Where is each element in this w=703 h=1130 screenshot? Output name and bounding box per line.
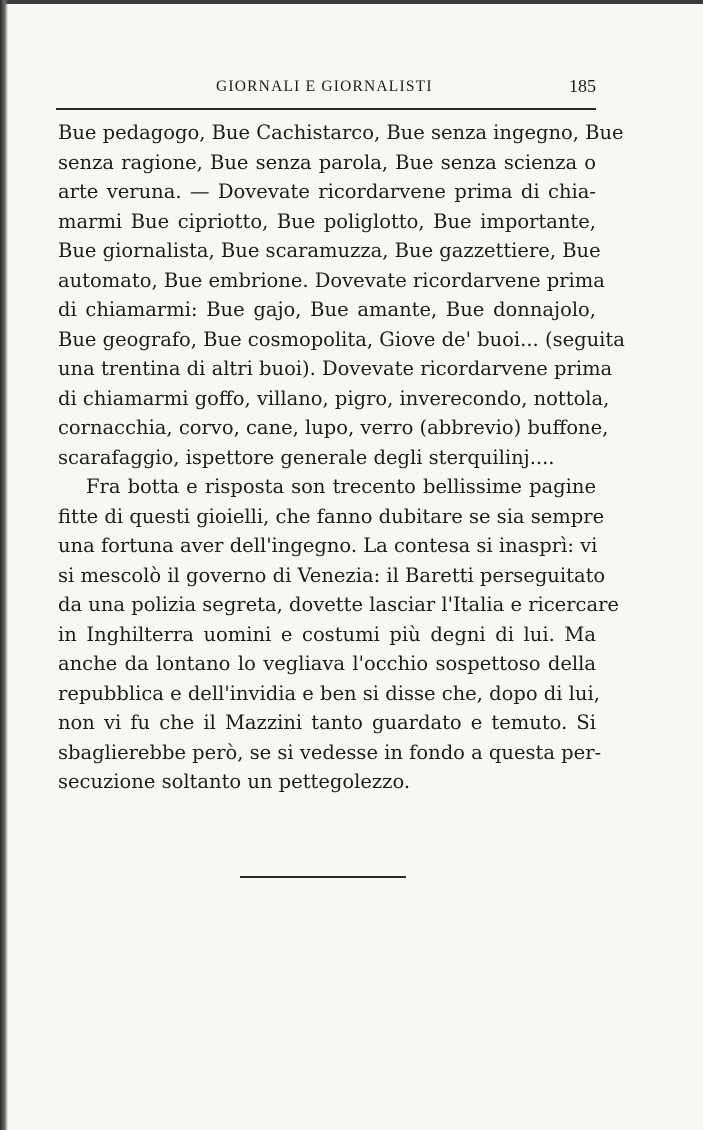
text-line: una trentina di altri buoi). Dovevate ricordarvene prima xyxy=(58,357,613,380)
text-line: Fra botta e risposta son trecento bellissime pagine xyxy=(86,475,596,498)
text-line: di chiamarmi: Bue gajo, Bue amante, Bue donnajolo, xyxy=(58,298,596,321)
running-title: GIORNALI E GIORNALISTI xyxy=(216,78,433,95)
text-line: Bue pedagogo, Bue Cachistarco, Bue senza ingegno, Bue xyxy=(58,121,624,144)
text-line: in Inghilterra uomini e costumi più degni di lui. Ma xyxy=(58,622,596,646)
text-line: Bue giornalista, Bue scaramuzza, Bue gazzettiere, Bue xyxy=(58,239,601,262)
text-line: scarafaggio, ispettore generale degli sterquilinj.... xyxy=(58,445,555,469)
text-line: arte veruna. — Dovevate ricordarvene prima di chia- xyxy=(58,180,596,203)
end-rule xyxy=(240,876,406,878)
text-line: automato, Bue embrione. Dovevate ricordarvene prima xyxy=(58,268,605,292)
page-top-edge xyxy=(0,0,703,4)
text-line: cornacchia, corvo, cane, lupo, verro (abbrevio) buffone, xyxy=(58,416,609,439)
page-number: 185 xyxy=(569,76,596,96)
text-line: repubblica e dell'invidia e ben si disse che, dopo di lui, xyxy=(58,681,600,705)
header-rule xyxy=(56,108,596,110)
text-line: da una polizia segreta, dovette lasciar l'Italia e ricercare xyxy=(58,593,619,616)
text-line: di chiamarmi goffo, villano, pigro, inverecondo, nottola, xyxy=(58,386,610,410)
text-line: marmi Bue cipriotto, Bue poliglotto, Bue importante, xyxy=(58,209,596,233)
page-header xyxy=(56,74,596,104)
text-line: senza ragione, Bue senza parola, Bue senza scienza o xyxy=(58,150,596,174)
page-binding-edge xyxy=(0,0,8,1130)
text-line: secuzione soltanto un pettegolezzo. xyxy=(58,770,411,793)
text-line: Bue geografo, Bue cosmopolita, Giove de' buoi... (seguita xyxy=(58,327,625,351)
text-line: si mescolò il governo di Venezia: il Baretti perseguitato xyxy=(58,563,606,587)
text-line: non vi fu che il Mazzini tanto guardato e temuto. Si xyxy=(58,711,596,734)
text-line: anche da lontano lo vegliava l'occhio sospettoso della xyxy=(58,652,596,675)
text-line: sbaglierebbe però, se si vedesse in fondo a questa per- xyxy=(58,740,602,764)
body-text xyxy=(58,118,625,797)
text-line: una fortuna aver dell'ingegno. La contesa si inasprì: vi xyxy=(58,534,598,557)
text-line: fitte di questi gioielli, che fanno dubitare se sia sempre xyxy=(58,504,605,528)
